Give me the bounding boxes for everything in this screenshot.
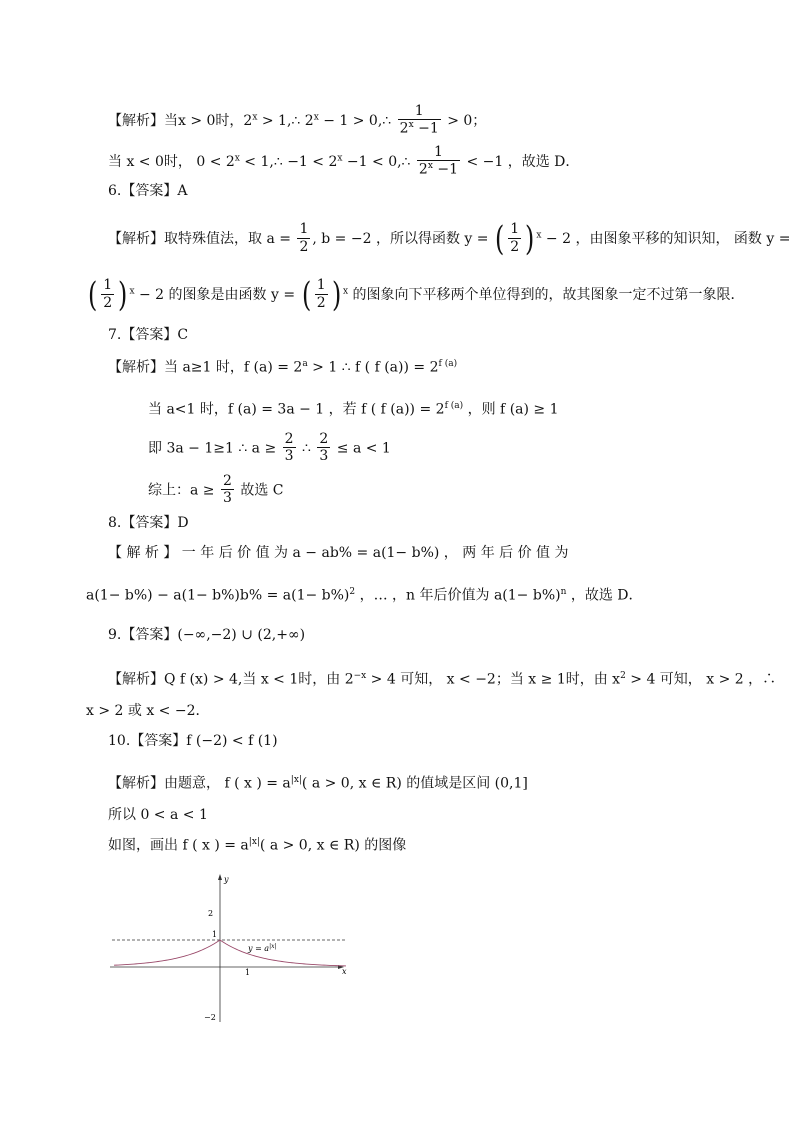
tick-y2: 2	[208, 909, 214, 918]
tick-ym2: −2	[204, 1013, 216, 1022]
answer-10: 10.【答案】f (−2) < f (1)	[108, 733, 278, 749]
solution-10-line-2: 所以 0 < a < 1	[108, 807, 208, 823]
fraction: $\frac{1}{2}$	[299, 221, 309, 255]
solution-10-line-1: 【解析】由题意， f ( x ) = $a^{|x|}$( a > 0, x ∈ R) 的值域是区间 (0,1]	[108, 775, 528, 792]
answer-7: 7.【答案】C	[108, 327, 189, 343]
solution-6-line-1: 【解析】取特殊值法，取 a = $\frac{1}{2}$ , b = −2 ，所以得函数 y = ( $\frac{1}{2}$ ) $^x$ − 2 ，由图象平移的知识知， 函数 y =	[108, 219, 791, 259]
solution-8-line-1: 【 解 析 】 一 年 后 价 值 为 a − ab% = a(1− b%) ， 两 年 后 价 值 为	[108, 545, 569, 561]
solution-5-line-2: 当 x < 0时， $0 < 2^x$ < 1,∴ $-1 < 2^x -1$ < 0,∴ $\frac{1}{2^x -1}$ < −1 ，故选 D．	[108, 144, 580, 179]
fraction: $\frac{1}{2^x -1}$	[399, 103, 439, 138]
y-label: y	[224, 875, 229, 884]
x-label: x	[342, 967, 347, 976]
fraction: $\frac{1}{2^x -1}$	[418, 144, 458, 179]
curve	[114, 940, 346, 966]
curve-label: $y = a^{|x|}$	[248, 943, 277, 953]
solution-7-line-2: 当 a<1 时，f (a) = 3a − 1 ，若 f ( f $(a)) = 2^{f (a)}$ ，则 f (a) ≥ 1	[148, 401, 559, 418]
function-graph	[100, 870, 360, 1030]
answer-9: 9.【答案】(−∞,−2) ∪ (2,+∞)	[108, 627, 306, 643]
answer-8: 8.【答案】D	[108, 515, 189, 531]
solution-8-line-2: $a(1- b\%) - a(1- b\%)b\% = a(1- b\%)^2$ ，… ，n 年后价值为 $a(1- b\%)^n$ ，故选 D．	[86, 587, 643, 604]
solution-6-line-2: ( $\frac{1}{2}$ ) $^x$ − 2 的图象是由函数 y = ( $\frac{1}{2}$ ) $^x$ 的图象向下平移两个单位得到的，故其图象一定不过第一象限．	[87, 275, 745, 315]
solution-9-line-2: x > 2 或 x < −2．	[86, 703, 210, 719]
tick-x1: 1	[245, 968, 251, 977]
solution-5-line-1: 【解析】当x > 0时，$2^x$ > 1,∴ $2^x - 1$ > 0,∴ $\frac{1}{2^x -1}$ > 0；	[108, 103, 487, 138]
solution-7-line-4: 综上：a ≥ $\frac{2}{3}$ 故选 C	[148, 473, 284, 507]
solution-7-line-1: 【解析】当 a≥1 时，f $(a) = 2^a > 1$ ∴ f ( f $(a)) = 2^{f (a)}$	[108, 359, 458, 376]
solution-9-line-1: 【解析】Q f (x) > 4,当 x < 1时，由 $2^{-x} > 4$ 可知， x < −2；当 x ≥ 1时，由 $x^2 > 4$ 可知， x > 2 ，∴	[108, 671, 777, 688]
solution-7-line-3: 即 3a − 1≥1 ∴ a ≥ $\frac{2}{3}$ ∴ $\frac{2}{3}$ ≤ a < 1	[148, 431, 391, 465]
answer-6: 6.【答案】A	[108, 183, 188, 199]
solution-10-line-3: 如图，画出 f ( x ) = $a^{|x|}$( a > 0, x ∈ R) 的图像	[108, 837, 407, 854]
y-axis-arrow	[218, 874, 222, 880]
tick-y1: 1	[212, 930, 218, 939]
